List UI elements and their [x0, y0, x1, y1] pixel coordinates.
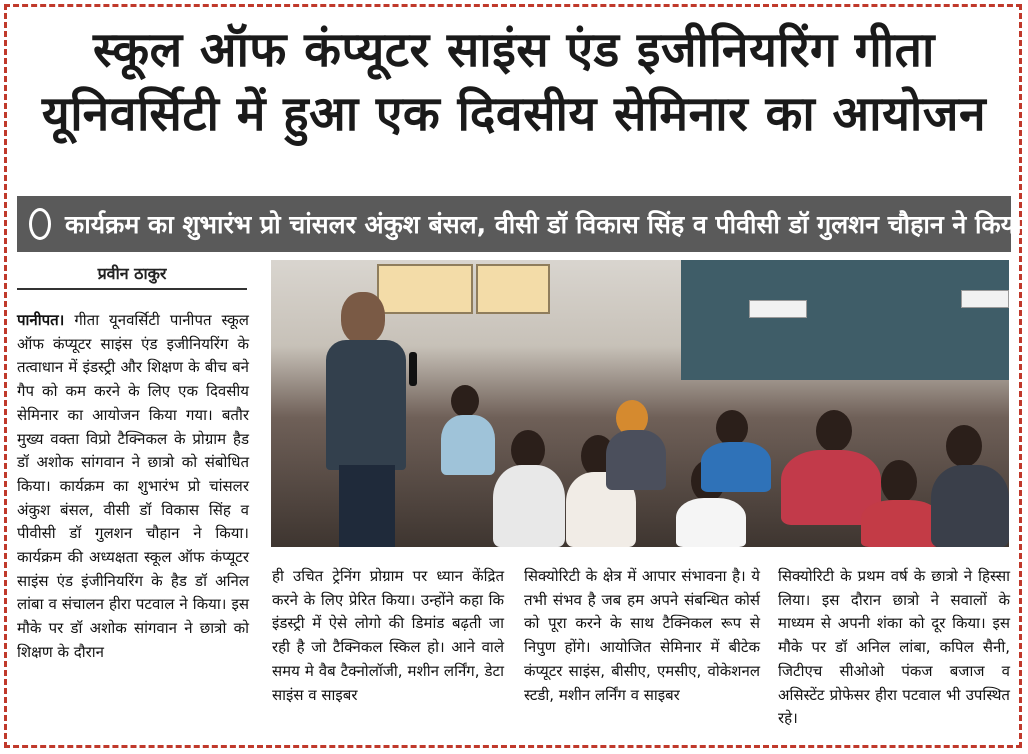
microphone-icon [409, 352, 417, 386]
byline: प्रवीन ठाकुर [17, 262, 247, 290]
seminar-photo [271, 260, 1009, 547]
speaker [341, 292, 385, 344]
article-column-2: ही उचित ट्रेनिंग प्रोग्राम पर ध्यान केंद्रित करने के लिए प्रेरित किया। उन्होंने कहा कि इंडस्ट्री में ऐसे लोगो की डिमांड बढ़ती जा रही है जो टैक्निकल स्किल हो। आने वाले समय मे वैब टैक्नोलॉजी, मशीन लर्निंग, डेटा साइंस व साइबर [272, 567, 504, 704]
article-column-1 [17, 309, 249, 665]
subheadline-bar [17, 196, 1022, 252]
subheadline: कार्यक्रम का शुभारंभ प्रो चांसलर अंकुश बंसल, वीसी डॉ विकास सिंह व पीवीसी डॉ गुलशन चौहान ने किया [65, 210, 1022, 239]
article-text-1: गीता यूनवर्सिटी पानीपत स्कूल ऑफ कंप्यूटर साइंस एंड इजीनियरिंग के तत्वाधान में इंडस्ट्री और शिक्षण के बीच बने गैप को कम करने के लिए एक दिवसीय सेमिनार का आयोजन किया गया। बतौर मुख्य वक्ता विप्रो टैक्निकल के प्रोग्राम हैड डॉ अशोक सांगवान ने छात्रो को संबोधित किया। कार्यक्रम का शुभारंभ प्रो चांसलर अंकुश बंसल, वीसी डॉ विकास सिंह व पीवीसी डॉ गुलशन चौहान ने किया। कार्यक्रम की अध्यक्षता स्कूल ऑफ कंप्यूटर साइंस एंड इंजीनियरिंग के हैड डॉ अनिल लांबा व संचालन हीरा पटवाल ने किया। इस मौके पर डॉ अशोक सांगवान ने छात्रो को शिक्षण के दौरान [17, 311, 249, 661]
article-column-3: सिक्योरिटी के क्षेत्र में आपार संभावना है। ये तभी संभव है जब हम अपने संबन्धित कोर्स को पूरा करने के साथ टैक्निकल रूप से निपुण होंगे। आयोजित सेमिनार में बीटेक कंप्यूटर साइंस, बीसीए, एमसीए, वोकेशनल स्टडी, मशीन लर्निंग व साइबर [524, 567, 760, 704]
headline-line-1: स्कूल ऑफ कंप्यूटर साइंस एंड इजीनियरिंग गीता [93, 22, 935, 78]
bullet-circle-icon [29, 208, 51, 240]
headline-line-2: यूनिवर्सिटी में हुआ एक दिवसीय सेमिनार का आयोजन [41, 86, 987, 142]
dateline: पानीपत। [17, 311, 65, 329]
headline [14, 18, 1014, 146]
article-column-4: सिक्योरिटी के प्रथम वर्ष के छात्रो ने हिस्सा लिया। इस दौरान छात्रो ने सवालों के माध्यम से अपनी शंका को दूर किया। इस मौके पर डॉ अनिल लांबा, कपिल सैनी, जिटीएच सीओओ पंकज बजाज व असिस्टेंट प्रोफेसर हीरा पटवाल भी उपस्थित रहे। [778, 567, 1010, 728]
